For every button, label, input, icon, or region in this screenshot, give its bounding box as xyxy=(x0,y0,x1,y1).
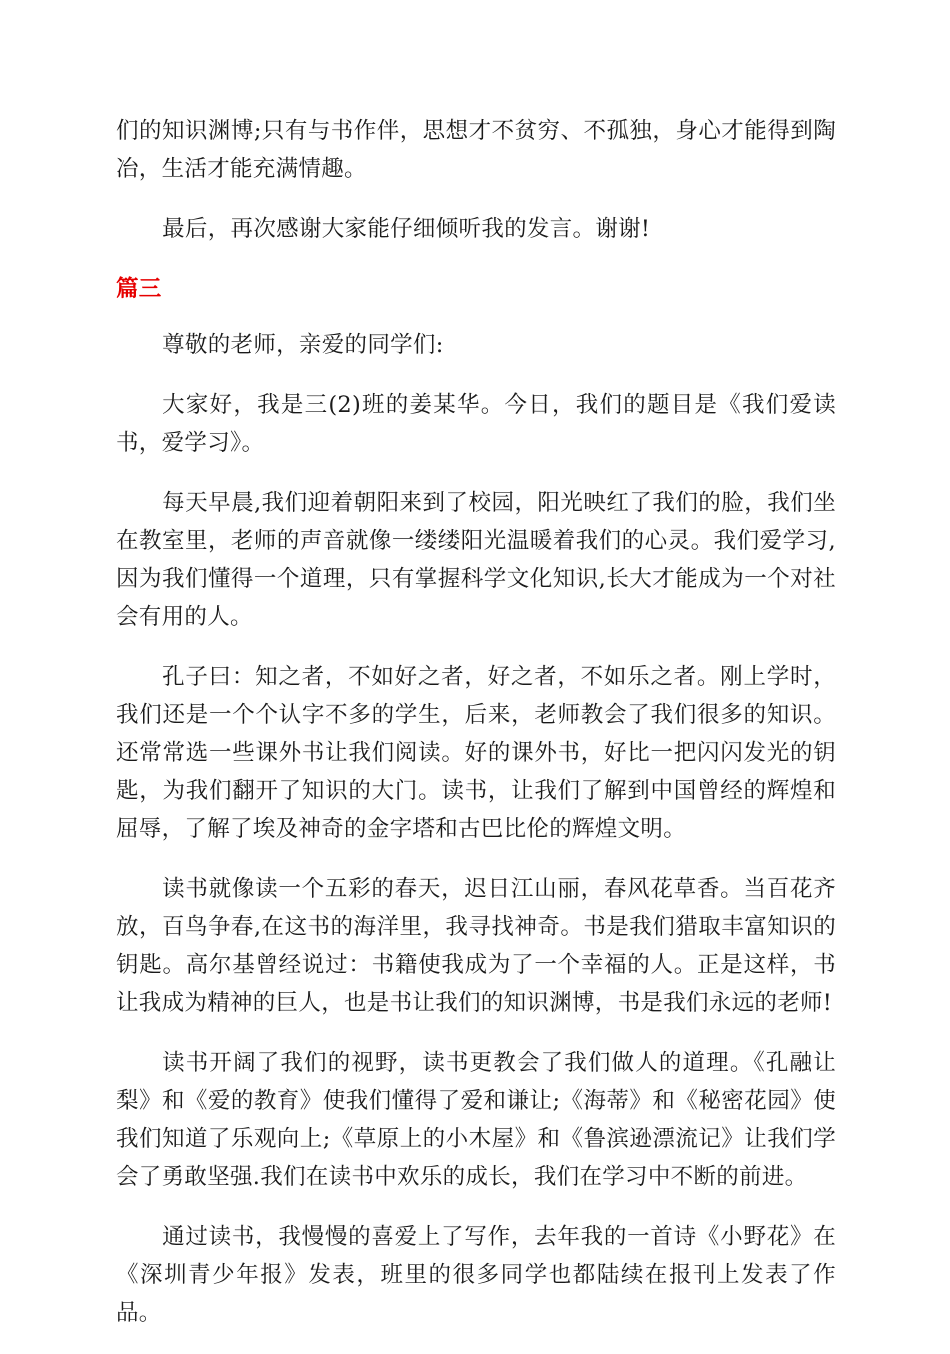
paragraph-salutation: 尊敬的老师，亲爱的同学们: xyxy=(162,332,444,358)
paragraph-confucius: 孔子曰：知之者，不如好之者，好之者，不如乐之者。刚上学时，我们还是一个个认字不多的学生，后来，老师教会了我们很多的知识。还常常选一些课外书让我们阅读。好的课外书，好比一把闪闪发光的钥匙，为我们翻开了知识的大门。读书，让我们了解到中国曾经的辉煌和屈辱，了解了埃及神奇的金字塔和古巴比伦的辉煌文明。 xyxy=(116,664,836,842)
section-title: 篇三 xyxy=(116,276,162,302)
paragraph-closing-thanks: 最后，再次感谢大家能仔细倾听我的发言。谢谢! xyxy=(162,216,651,242)
paragraph-greeting: 大家好，我是三(2)班的姜某华。今日，我们的题目是《我们爱读书，爱学习》。 xyxy=(116,392,836,456)
document-page xyxy=(116,112,836,1354)
paragraph-morning: 每天早晨,我们迎着朝阳来到了校园，阳光映红了我们的脸，我们坐在教室里，老师的声音就像一缕缕阳光温暖着我们的心灵。我们爱学习,因为我们懂得一个道理，只有掌握科学文化知识,长大才能成为一个对社会有用的人。 xyxy=(116,490,836,630)
paragraph-spring: 读书就像读一个五彩的春天，迟日江山丽，春风花草香。当百花齐放，百鸟争春,在这书的海洋里，我寻找神奇。书是我们猎取丰富知识的钥匙。高尔基曾经说过：书籍使我成为了一个幸福的人。正是这样，书让我成为精神的巨人，也是书让我们的知识渊博，书是我们永远的老师! xyxy=(116,876,836,1016)
paragraph-writing: 通过读书，我慢慢的喜爱上了写作，去年我的一首诗《小野花》在《深圳青少年报》发表，班里的很多同学也都陆续在报刊上发表了作品。 xyxy=(116,1224,836,1326)
paragraph-horizons: 读书开阔了我们的视野，读书更教会了我们做人的道理。《孔融让梨》和《爱的教育》使我们懂得了爱和谦让;《海蒂》和《秘密花园》使我们知道了乐观向上;《草原上的小木屋》和《鲁滨逊漂流记》让我们学会了勇敢坚强.我们在读书中欢乐的成长，我们在学习中不断的前进。 xyxy=(116,1050,836,1190)
paragraph-continuation: 们的知识渊博;只有与书作伴，思想才不贫穷、不孤独，身心才能得到陶冶，生活才能充满情趣。 xyxy=(116,118,836,182)
